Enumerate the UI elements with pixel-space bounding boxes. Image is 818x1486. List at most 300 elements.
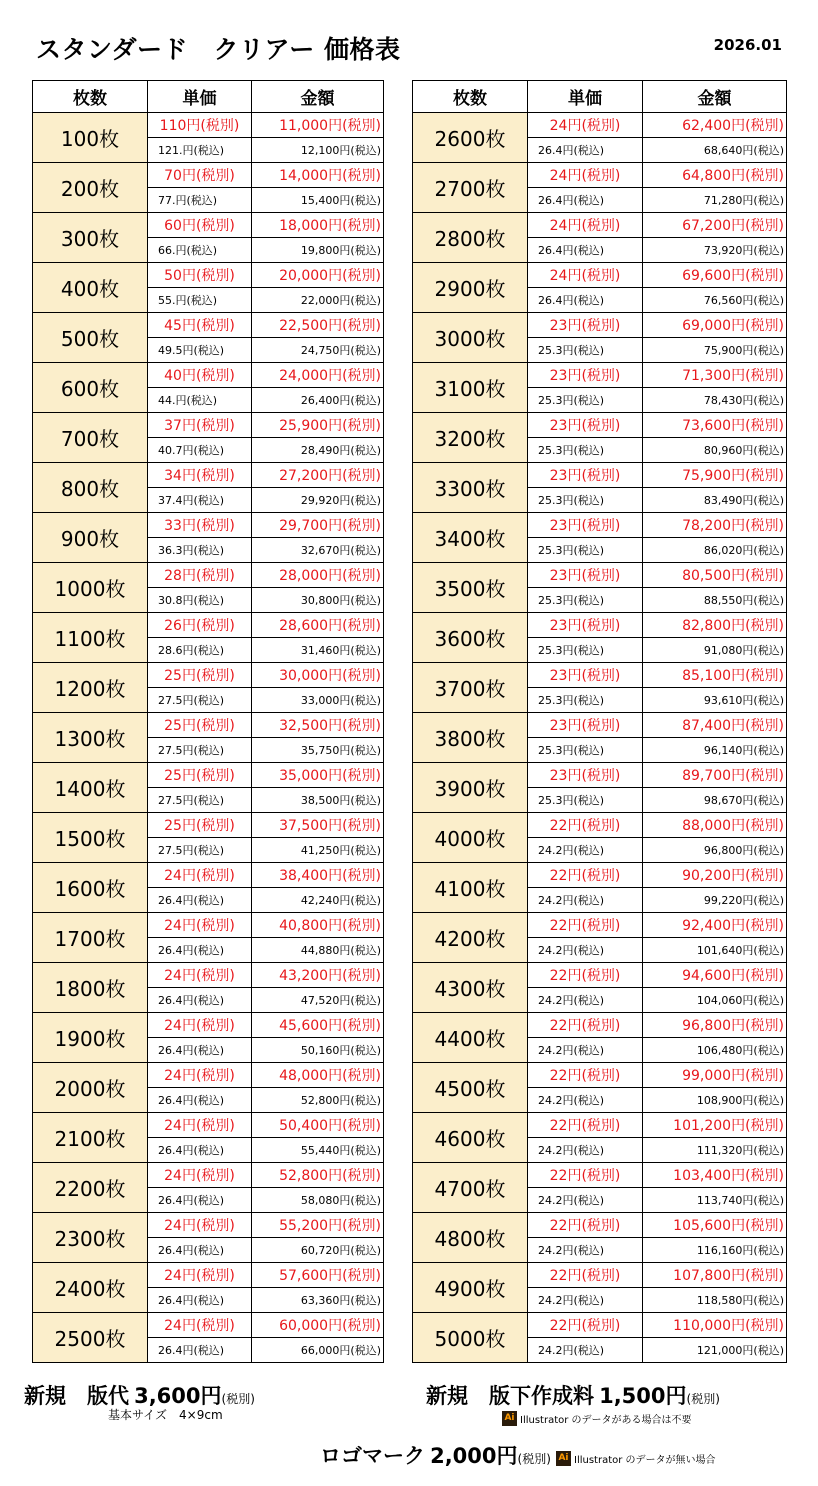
unit-price-incl-tax: 25.3円(税込) — [528, 788, 643, 813]
unit-price-excl-tax: 22円(税別) — [528, 813, 643, 838]
amount-incl-tax: 31,460円(税込) — [252, 638, 384, 663]
unit-price-excl-tax: 33円(税別) — [148, 513, 252, 538]
table-row — [413, 1163, 787, 1188]
table-row — [413, 713, 787, 738]
plate-size-note: 基本サイズ 4×9cm — [108, 1408, 223, 1422]
amount-excl-tax: 50,400円(税別) — [252, 1113, 384, 1138]
unit-price-excl-tax: 24円(税別) — [528, 213, 643, 238]
unit-price-incl-tax: 27.5円(税込) — [148, 788, 252, 813]
quantity-cell: 400枚 — [33, 263, 148, 313]
amount-excl-tax: 24,000円(税別) — [252, 363, 384, 388]
unit-price-excl-tax: 23円(税別) — [528, 613, 643, 638]
table-row — [33, 413, 384, 438]
unit-price-excl-tax: 24円(税別) — [148, 1163, 252, 1188]
quantity-cell: 1200枚 — [33, 663, 148, 713]
table-row — [33, 1213, 384, 1238]
table-row — [33, 563, 384, 588]
unit-price-excl-tax: 22円(税別) — [528, 1263, 643, 1288]
draft-fee — [426, 1380, 720, 1410]
amount-incl-tax: 99,220円(税込) — [643, 888, 787, 913]
table-row — [33, 913, 384, 938]
column-header-amount: 金額 — [643, 81, 787, 113]
amount-excl-tax: 82,800円(税別) — [643, 613, 787, 638]
unit-price-excl-tax: 22円(税別) — [528, 1013, 643, 1038]
amount-excl-tax: 107,800円(税別) — [643, 1263, 787, 1288]
amount-incl-tax: 44,880円(税込) — [252, 938, 384, 963]
illustrator-icon: Ai — [502, 1411, 517, 1426]
quantity-cell: 4500枚 — [413, 1063, 528, 1113]
amount-excl-tax: 37,500円(税別) — [252, 813, 384, 838]
plate-fee-label: 新規 版代 — [24, 1384, 129, 1408]
table-row — [33, 963, 384, 988]
amount-incl-tax: 55,440円(税込) — [252, 1138, 384, 1163]
unit-price-excl-tax: 24円(税別) — [148, 863, 252, 888]
amount-excl-tax: 57,600円(税別) — [252, 1263, 384, 1288]
amount-excl-tax: 90,200円(税別) — [643, 863, 787, 888]
unit-price-excl-tax: 34円(税別) — [148, 463, 252, 488]
quantity-cell: 2300枚 — [33, 1213, 148, 1263]
amount-excl-tax: 29,700円(税別) — [252, 513, 384, 538]
logo-fee-tax: (税別) — [517, 1452, 551, 1466]
amount-incl-tax: 42,240円(税込) — [252, 888, 384, 913]
unit-price-excl-tax: 22円(税別) — [528, 1313, 643, 1338]
amount-incl-tax: 58,080円(税込) — [252, 1188, 384, 1213]
table-row — [33, 663, 384, 688]
amount-incl-tax: 113,740円(税込) — [643, 1188, 787, 1213]
quantity-cell: 3500枚 — [413, 563, 528, 613]
quantity-cell: 4200枚 — [413, 913, 528, 963]
amount-incl-tax: 104,060円(税込) — [643, 988, 787, 1013]
amount-incl-tax: 41,250円(税込) — [252, 838, 384, 863]
unit-price-excl-tax: 24円(税別) — [148, 1313, 252, 1338]
price-table-right — [412, 80, 787, 1363]
unit-price-incl-tax: 25.3円(税込) — [528, 388, 643, 413]
amount-incl-tax: 108,900円(税込) — [643, 1088, 787, 1113]
unit-price-incl-tax: 25.3円(税込) — [528, 338, 643, 363]
table-row — [33, 763, 384, 788]
quantity-cell: 4700枚 — [413, 1163, 528, 1213]
quantity-cell: 2200枚 — [33, 1163, 148, 1213]
unit-price-excl-tax: 45円(税別) — [148, 313, 252, 338]
amount-incl-tax: 47,520円(税込) — [252, 988, 384, 1013]
unit-price-excl-tax: 24円(税別) — [528, 163, 643, 188]
amount-incl-tax: 101,640円(税込) — [643, 938, 787, 963]
unit-price-incl-tax: 66.円(税込) — [148, 238, 252, 263]
unit-price-incl-tax: 24.2円(税込) — [528, 988, 643, 1013]
plate-fee-tax: (税別) — [221, 1392, 255, 1406]
amount-excl-tax: 62,400円(税別) — [643, 113, 787, 138]
table-row — [413, 1263, 787, 1288]
quantity-cell: 4600枚 — [413, 1113, 528, 1163]
unit-price-excl-tax: 23円(税別) — [528, 363, 643, 388]
quantity-cell: 3400枚 — [413, 513, 528, 563]
table-row — [413, 963, 787, 988]
draft-fee-label: 新規 版下作成料 — [426, 1384, 594, 1408]
amount-incl-tax: 75,900円(税込) — [643, 338, 787, 363]
amount-incl-tax: 73,920円(税込) — [643, 238, 787, 263]
quantity-cell: 2800枚 — [413, 213, 528, 263]
quantity-cell: 4100枚 — [413, 863, 528, 913]
amount-excl-tax: 89,700円(税別) — [643, 763, 787, 788]
table-header-row — [33, 81, 384, 113]
amount-excl-tax: 11,000円(税別) — [252, 113, 384, 138]
table-row — [33, 813, 384, 838]
column-header-amount: 金額 — [252, 81, 384, 113]
table-row — [33, 363, 384, 388]
table-row — [33, 213, 384, 238]
amount-incl-tax: 29,920円(税込) — [252, 488, 384, 513]
table-row — [413, 1213, 787, 1238]
unit-price-incl-tax: 26.4円(税込) — [148, 1338, 252, 1363]
amount-incl-tax: 121,000円(税込) — [643, 1338, 787, 1363]
table-row — [33, 713, 384, 738]
unit-price-incl-tax: 37.4円(税込) — [148, 488, 252, 513]
amount-incl-tax: 38,500円(税込) — [252, 788, 384, 813]
unit-price-incl-tax: 24.2円(税込) — [528, 1338, 643, 1363]
quantity-cell: 2400枚 — [33, 1263, 148, 1313]
unit-price-incl-tax: 28.6円(税込) — [148, 638, 252, 663]
table-row — [33, 163, 384, 188]
amount-excl-tax: 92,400円(税別) — [643, 913, 787, 938]
amount-incl-tax: 30,800円(税込) — [252, 588, 384, 613]
amount-excl-tax: 35,000円(税別) — [252, 763, 384, 788]
amount-excl-tax: 38,400円(税別) — [252, 863, 384, 888]
amount-excl-tax: 27,200円(税別) — [252, 463, 384, 488]
unit-price-incl-tax: 40.7円(税込) — [148, 438, 252, 463]
table-row — [413, 263, 787, 288]
unit-price-excl-tax: 40円(税別) — [148, 363, 252, 388]
unit-price-excl-tax: 28円(税別) — [148, 563, 252, 588]
amount-excl-tax: 60,000円(税別) — [252, 1313, 384, 1338]
quantity-cell: 2500枚 — [33, 1313, 148, 1363]
amount-incl-tax: 76,560円(税込) — [643, 288, 787, 313]
unit-price-excl-tax: 60円(税別) — [148, 213, 252, 238]
table-row — [413, 413, 787, 438]
draft-fee-note — [502, 1408, 692, 1427]
unit-price-incl-tax: 27.5円(税込) — [148, 688, 252, 713]
amount-excl-tax: 99,000円(税別) — [643, 1063, 787, 1088]
amount-incl-tax: 50,160円(税込) — [252, 1038, 384, 1063]
amount-incl-tax: 86,020円(税込) — [643, 538, 787, 563]
unit-price-incl-tax: 26.4円(税込) — [148, 938, 252, 963]
quantity-cell: 3000枚 — [413, 313, 528, 363]
quantity-cell: 700枚 — [33, 413, 148, 463]
amount-excl-tax: 67,200円(税別) — [643, 213, 787, 238]
amount-incl-tax: 22,000円(税込) — [252, 288, 384, 313]
unit-price-incl-tax: 26.4円(税込) — [528, 188, 643, 213]
table-row — [33, 1113, 384, 1138]
logo-fee — [320, 1440, 716, 1470]
amount-excl-tax: 96,800円(税別) — [643, 1013, 787, 1038]
quantity-cell: 3900枚 — [413, 763, 528, 813]
unit-price-excl-tax: 25円(税別) — [148, 663, 252, 688]
quantity-cell: 1400枚 — [33, 763, 148, 813]
unit-price-incl-tax: 24.2円(税込) — [528, 1188, 643, 1213]
unit-price-incl-tax: 25.3円(税込) — [528, 538, 643, 563]
unit-price-excl-tax: 22円(税別) — [528, 1213, 643, 1238]
table-row — [413, 213, 787, 238]
table-row — [33, 463, 384, 488]
amount-incl-tax: 91,080円(税込) — [643, 638, 787, 663]
unit-price-incl-tax: 24.2円(税込) — [528, 1238, 643, 1263]
table-row — [33, 1013, 384, 1038]
amount-incl-tax: 98,670円(税込) — [643, 788, 787, 813]
unit-price-excl-tax: 24円(税別) — [528, 113, 643, 138]
unit-price-incl-tax: 24.2円(税込) — [528, 1138, 643, 1163]
amount-excl-tax: 110,000円(税別) — [643, 1313, 787, 1338]
unit-price-incl-tax: 24.2円(税込) — [528, 1288, 643, 1313]
amount-excl-tax: 40,800円(税別) — [252, 913, 384, 938]
unit-price-excl-tax: 24円(税別) — [148, 1013, 252, 1038]
amount-incl-tax: 88,550円(税込) — [643, 588, 787, 613]
table-row — [33, 1163, 384, 1188]
amount-incl-tax: 96,140円(税込) — [643, 738, 787, 763]
quantity-cell: 2700枚 — [413, 163, 528, 213]
amount-excl-tax: 101,200円(税別) — [643, 1113, 787, 1138]
amount-incl-tax: 83,490円(税込) — [643, 488, 787, 513]
quantity-cell: 3700枚 — [413, 663, 528, 713]
unit-price-incl-tax: 26.4円(税込) — [148, 1088, 252, 1113]
unit-price-excl-tax: 25円(税別) — [148, 713, 252, 738]
table-row — [413, 163, 787, 188]
unit-price-incl-tax: 36.3円(税込) — [148, 538, 252, 563]
unit-price-incl-tax: 24.2円(税込) — [528, 888, 643, 913]
amount-incl-tax: 66,000円(税込) — [252, 1338, 384, 1363]
amount-excl-tax: 94,600円(税別) — [643, 963, 787, 988]
unit-price-excl-tax: 50円(税別) — [148, 263, 252, 288]
amount-excl-tax: 43,200円(税別) — [252, 963, 384, 988]
amount-excl-tax: 22,500円(税別) — [252, 313, 384, 338]
table-row — [413, 813, 787, 838]
draft-fee-price: 1,500円 — [599, 1384, 687, 1408]
page-title: スタンダード クリアー 価格表 — [36, 35, 401, 64]
quantity-cell: 200枚 — [33, 163, 148, 213]
table-row — [413, 1013, 787, 1038]
amount-incl-tax: 24,750円(税込) — [252, 338, 384, 363]
amount-excl-tax: 45,600円(税別) — [252, 1013, 384, 1038]
unit-price-incl-tax: 25.3円(税込) — [528, 438, 643, 463]
amount-excl-tax: 69,600円(税別) — [643, 263, 787, 288]
table-row — [413, 763, 787, 788]
amount-excl-tax: 85,100円(税別) — [643, 663, 787, 688]
table-row — [413, 613, 787, 638]
unit-price-incl-tax: 25.3円(税込) — [528, 488, 643, 513]
amount-excl-tax: 64,800円(税別) — [643, 163, 787, 188]
amount-excl-tax: 69,000円(税別) — [643, 313, 787, 338]
unit-price-incl-tax: 26.4円(税込) — [528, 238, 643, 263]
amount-incl-tax: 111,320円(税込) — [643, 1138, 787, 1163]
amount-excl-tax: 52,800円(税別) — [252, 1163, 384, 1188]
table-row — [33, 863, 384, 888]
unit-price-incl-tax: 26.4円(税込) — [148, 1138, 252, 1163]
amount-excl-tax: 87,400円(税別) — [643, 713, 787, 738]
amount-incl-tax: 19,800円(税込) — [252, 238, 384, 263]
quantity-cell: 1900枚 — [33, 1013, 148, 1063]
amount-excl-tax: 28,000円(税別) — [252, 563, 384, 588]
unit-price-incl-tax: 26.4円(税込) — [528, 138, 643, 163]
amount-excl-tax: 14,000円(税別) — [252, 163, 384, 188]
unit-price-incl-tax: 26.4円(税込) — [148, 988, 252, 1013]
amount-excl-tax: 55,200円(税別) — [252, 1213, 384, 1238]
logo-fee-label: ロゴマーク — [320, 1444, 425, 1468]
amount-incl-tax: 71,280円(税込) — [643, 188, 787, 213]
table-row — [33, 1313, 384, 1338]
table-row — [33, 1263, 384, 1288]
amount-incl-tax: 93,610円(税込) — [643, 688, 787, 713]
unit-price-excl-tax: 23円(税別) — [528, 313, 643, 338]
table-row — [33, 263, 384, 288]
unit-price-excl-tax: 23円(税別) — [528, 513, 643, 538]
unit-price-excl-tax: 110円(税別) — [148, 113, 252, 138]
quantity-cell: 1300枚 — [33, 713, 148, 763]
unit-price-excl-tax: 25円(税別) — [148, 763, 252, 788]
amount-excl-tax: 32,500円(税別) — [252, 713, 384, 738]
amount-excl-tax: 20,000円(税別) — [252, 263, 384, 288]
table-row — [413, 663, 787, 688]
quantity-cell: 2100枚 — [33, 1113, 148, 1163]
quantity-cell: 900枚 — [33, 513, 148, 563]
unit-price-excl-tax: 23円(税別) — [528, 463, 643, 488]
unit-price-excl-tax: 23円(税別) — [528, 713, 643, 738]
table-row — [413, 913, 787, 938]
quantity-cell: 2000枚 — [33, 1063, 148, 1113]
unit-price-excl-tax: 70円(税別) — [148, 163, 252, 188]
quantity-cell: 3200枚 — [413, 413, 528, 463]
unit-price-incl-tax: 25.3円(税込) — [528, 588, 643, 613]
unit-price-excl-tax: 24円(税別) — [148, 963, 252, 988]
unit-price-incl-tax: 27.5円(税込) — [148, 838, 252, 863]
plate-fee-price: 3,600円 — [134, 1384, 222, 1408]
amount-excl-tax: 75,900円(税別) — [643, 463, 787, 488]
table-row — [33, 1063, 384, 1088]
quantity-cell: 1000枚 — [33, 563, 148, 613]
unit-price-excl-tax: 24円(税別) — [148, 913, 252, 938]
amount-excl-tax: 48,000円(税別) — [252, 1063, 384, 1088]
table-row — [33, 513, 384, 538]
amount-incl-tax: 32,670円(税込) — [252, 538, 384, 563]
unit-price-excl-tax: 24円(税別) — [148, 1113, 252, 1138]
quantity-cell: 4800枚 — [413, 1213, 528, 1263]
column-header-unit: 単価 — [148, 81, 252, 113]
unit-price-excl-tax: 23円(税別) — [528, 663, 643, 688]
illustrator-icon: Ai — [556, 1451, 571, 1466]
amount-excl-tax: 73,600円(税別) — [643, 413, 787, 438]
unit-price-excl-tax: 23円(税別) — [528, 763, 643, 788]
table-row — [413, 113, 787, 138]
table-header-row — [413, 81, 787, 113]
draft-note-text: Illustrator のデータがある場合は不要 — [520, 1415, 692, 1426]
quantity-cell: 4400枚 — [413, 1013, 528, 1063]
unit-price-incl-tax: 25.3円(税込) — [528, 738, 643, 763]
table-row — [33, 613, 384, 638]
table-row — [413, 313, 787, 338]
unit-price-excl-tax: 25円(税別) — [148, 813, 252, 838]
unit-price-incl-tax: 55.円(税込) — [148, 288, 252, 313]
unit-price-incl-tax: 25.3円(税込) — [528, 688, 643, 713]
table-row — [413, 1313, 787, 1338]
unit-price-excl-tax: 37円(税別) — [148, 413, 252, 438]
column-header-unit: 単価 — [528, 81, 643, 113]
quantity-cell: 3600枚 — [413, 613, 528, 663]
unit-price-incl-tax: 24.2円(税込) — [528, 1088, 643, 1113]
table-row — [33, 113, 384, 138]
column-header-qty: 枚数 — [33, 81, 148, 113]
quantity-cell: 2900枚 — [413, 263, 528, 313]
amount-incl-tax: 28,490円(税込) — [252, 438, 384, 463]
quantity-cell: 4900枚 — [413, 1263, 528, 1313]
logo-fee-price: 2,000円 — [430, 1444, 518, 1468]
unit-price-incl-tax: 24.2円(税込) — [528, 838, 643, 863]
table-row — [413, 1063, 787, 1088]
amount-incl-tax: 106,480円(税込) — [643, 1038, 787, 1063]
quantity-cell: 1700枚 — [33, 913, 148, 963]
quantity-cell: 3100枚 — [413, 363, 528, 413]
quantity-cell: 3800枚 — [413, 713, 528, 763]
unit-price-excl-tax: 24円(税別) — [148, 1063, 252, 1088]
table-row — [413, 1113, 787, 1138]
amount-excl-tax: 103,400円(税別) — [643, 1163, 787, 1188]
amount-excl-tax: 18,000円(税別) — [252, 213, 384, 238]
unit-price-excl-tax: 22円(税別) — [528, 913, 643, 938]
amount-excl-tax: 80,500円(税別) — [643, 563, 787, 588]
table-row — [413, 563, 787, 588]
unit-price-excl-tax: 24円(税別) — [528, 263, 643, 288]
unit-price-excl-tax: 23円(税別) — [528, 413, 643, 438]
unit-price-excl-tax: 23円(税別) — [528, 563, 643, 588]
amount-incl-tax: 63,360円(税込) — [252, 1288, 384, 1313]
quantity-cell: 500枚 — [33, 313, 148, 363]
unit-price-incl-tax: 30.8円(税込) — [148, 588, 252, 613]
unit-price-incl-tax: 44.円(税込) — [148, 388, 252, 413]
amount-incl-tax: 26,400円(税込) — [252, 388, 384, 413]
amount-incl-tax: 35,750円(税込) — [252, 738, 384, 763]
unit-price-incl-tax: 26.4円(税込) — [148, 1288, 252, 1313]
amount-incl-tax: 96,800円(税込) — [643, 838, 787, 863]
table-row — [413, 463, 787, 488]
unit-price-incl-tax: 77.円(税込) — [148, 188, 252, 213]
table-row — [413, 363, 787, 388]
unit-price-incl-tax: 26.4円(税込) — [148, 1188, 252, 1213]
unit-price-incl-tax: 121.円(税込) — [148, 138, 252, 163]
table-row — [413, 863, 787, 888]
amount-incl-tax: 15,400円(税込) — [252, 188, 384, 213]
unit-price-excl-tax: 22円(税別) — [528, 1113, 643, 1138]
quantity-cell: 600枚 — [33, 363, 148, 413]
amount-incl-tax: 33,000円(税込) — [252, 688, 384, 713]
unit-price-incl-tax: 24.2円(税込) — [528, 938, 643, 963]
unit-price-incl-tax: 49.5円(税込) — [148, 338, 252, 363]
quantity-cell: 300枚 — [33, 213, 148, 263]
unit-price-excl-tax: 22円(税別) — [528, 1063, 643, 1088]
price-table-left — [32, 80, 384, 1363]
amount-excl-tax: 28,600円(税別) — [252, 613, 384, 638]
amount-excl-tax: 25,900円(税別) — [252, 413, 384, 438]
quantity-cell: 800枚 — [33, 463, 148, 513]
amount-excl-tax: 30,000円(税別) — [252, 663, 384, 688]
unit-price-incl-tax: 26.4円(税込) — [528, 288, 643, 313]
unit-price-incl-tax: 26.4円(税込) — [148, 1238, 252, 1263]
amount-incl-tax: 78,430円(税込) — [643, 388, 787, 413]
quantity-cell: 2600枚 — [413, 113, 528, 163]
amount-incl-tax: 12,100円(税込) — [252, 138, 384, 163]
amount-incl-tax: 52,800円(税込) — [252, 1088, 384, 1113]
amount-excl-tax: 88,000円(税別) — [643, 813, 787, 838]
unit-price-excl-tax: 24円(税別) — [148, 1213, 252, 1238]
unit-price-excl-tax: 22円(税別) — [528, 963, 643, 988]
unit-price-incl-tax: 25.3円(税込) — [528, 638, 643, 663]
quantity-cell: 4000枚 — [413, 813, 528, 863]
quantity-cell: 5000枚 — [413, 1313, 528, 1363]
